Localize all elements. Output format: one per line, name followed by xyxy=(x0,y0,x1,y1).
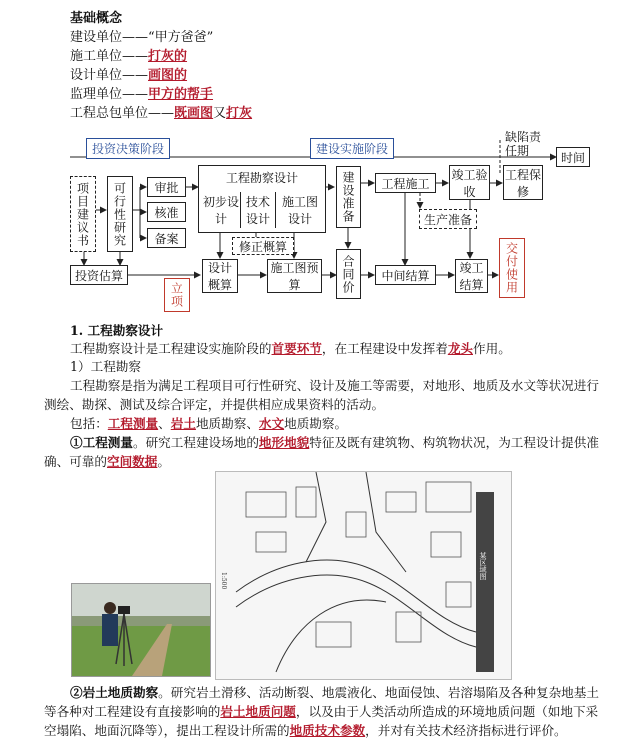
surveyor-photo xyxy=(71,583,211,677)
text-run: 。研究岩土滑移、活动断裂、地震液化、地面侵蚀、岩溶塌陷及各种复杂地基土等各种对工程建设有直接影响的 xyxy=(44,685,599,719)
concept-label: 建设单位—— xyxy=(70,30,149,45)
concept-label: 施工单位—— xyxy=(70,49,149,64)
text-run: 。 xyxy=(157,454,170,469)
concept-value: 打灰的 xyxy=(148,49,188,64)
complete-settle-box: 竣工结算 xyxy=(455,259,488,293)
estimate-box: 投资估算 xyxy=(70,265,128,285)
design-estimate-box: 设计概算 xyxy=(202,259,238,293)
survey-definition: 工程勘察是指为满足工程项目可行性研究、设计及施工等需要，对地形、地质及水文等状况进行测绘、勘探、测试及综合评定，并提供相应成果资料的活动。 xyxy=(44,378,599,412)
text-run: 。研究工程建设场地的 xyxy=(132,435,259,450)
acceptance-box: 竣工验收 xyxy=(449,165,490,200)
prod-prep-box: 生产准备 xyxy=(419,209,477,229)
text-run: 特征及既有建筑物、构筑物状况，为工程设计提供准确、可靠的 xyxy=(44,435,599,469)
concept-label: 工程总包单位—— xyxy=(70,106,175,121)
survey-includes xyxy=(70,414,610,433)
concept-title: 基础概念 xyxy=(70,11,123,26)
concept-value: 画图的 xyxy=(148,68,188,83)
map-scale-label: 1:500 xyxy=(220,572,227,590)
proposal-box: 项目建议书 xyxy=(70,176,96,252)
highlight-term: 水文 xyxy=(258,416,285,431)
defect-period-label: 缺陷责任期 xyxy=(505,130,542,158)
intro-paragraph xyxy=(70,339,610,358)
construct-drawing-box: 施工图设计 xyxy=(278,192,322,228)
highlight-term: 工程测量 xyxy=(107,416,159,431)
highlight-term: 地质技术参数 xyxy=(289,723,366,738)
highlight-term: 岩土 xyxy=(170,416,196,431)
process-diagram xyxy=(0,0,643,320)
concept-value: 甲方的帮手 xyxy=(148,87,214,102)
subheading-survey: 1）工程勘察 xyxy=(70,359,141,374)
deliver-use-box: 交付使用 xyxy=(499,238,525,298)
measurement-paragraph xyxy=(44,433,609,471)
concept-value: 既画图 xyxy=(174,106,214,121)
text-run: 包括： xyxy=(70,416,108,431)
text-run: ，以及由于人类活动所造成的环境地质问题（如地下采空塌陷、地面沉降等），提出工程设计所需的 xyxy=(44,704,599,738)
time-box: 时间 xyxy=(556,147,590,167)
phase-invest-label: 投资决策阶段 xyxy=(86,138,170,159)
build-prep-box: 建设准备 xyxy=(336,166,361,228)
text-run: 工程勘察设计是工程建设实施阶段的 xyxy=(70,341,272,356)
text-run: 、 xyxy=(158,416,171,431)
concept-value: 打灰 xyxy=(226,106,253,121)
concept-value: “甲方爸爸” xyxy=(148,30,214,45)
section-heading: 1. 工程勘察设计 xyxy=(70,323,164,338)
drawing-budget-box: 施工图预算 xyxy=(267,259,322,293)
interim-settle-box: 中间结算 xyxy=(375,265,436,285)
highlight-term: 首要环节 xyxy=(271,341,322,356)
geotech-paragraph xyxy=(44,683,609,740)
contract-price-box: 合同价 xyxy=(336,249,361,299)
text-run: 作用。 xyxy=(473,341,511,356)
phase-build-label: 建设实施阶段 xyxy=(310,138,394,159)
text-run: 地质勘察。 xyxy=(284,416,348,431)
concept-label: 监理单位—— xyxy=(70,87,149,102)
prelim-design-box: 初步设计 xyxy=(203,192,239,228)
map-drawing xyxy=(216,472,511,679)
approve-box: 审批 xyxy=(147,177,186,197)
survey-design-title: 工程勘察设计 xyxy=(225,171,298,185)
highlight-term: 龙头 xyxy=(447,341,473,356)
map-area-label: 某区域图 xyxy=(479,552,487,580)
verify-box: 核准 xyxy=(147,202,186,222)
concept-connector: 又 xyxy=(213,106,227,121)
text-run: ，并对有关技术经济指标进行评价。 xyxy=(365,723,567,738)
record-box: 备案 xyxy=(147,228,186,248)
text-run: ，在工程建设中发挥着 xyxy=(321,341,448,356)
tech-design-box: 技术设计 xyxy=(240,192,276,228)
revise-estimate-box: 修正概算 xyxy=(232,237,294,255)
text-run: 地质勘察、 xyxy=(195,416,259,431)
highlight-term: 地形地貌 xyxy=(258,435,310,450)
item-heading: ②岩土地质勘察 xyxy=(70,685,159,700)
concept-label: 设计单位—— xyxy=(70,68,149,83)
feasibility-box: 可行性研究 xyxy=(107,176,133,252)
construction-box: 工程施工 xyxy=(375,173,436,193)
highlight-term: 空间数据 xyxy=(106,454,158,469)
warranty-box: 工程保修 xyxy=(503,165,543,200)
topographic-map-image xyxy=(215,471,512,680)
surveyor-photo-drawing xyxy=(72,584,210,676)
project-setup-box: 立项 xyxy=(164,278,190,312)
item-heading: ①工程测量 xyxy=(70,435,133,450)
highlight-term: 岩土地质问题 xyxy=(220,704,296,719)
